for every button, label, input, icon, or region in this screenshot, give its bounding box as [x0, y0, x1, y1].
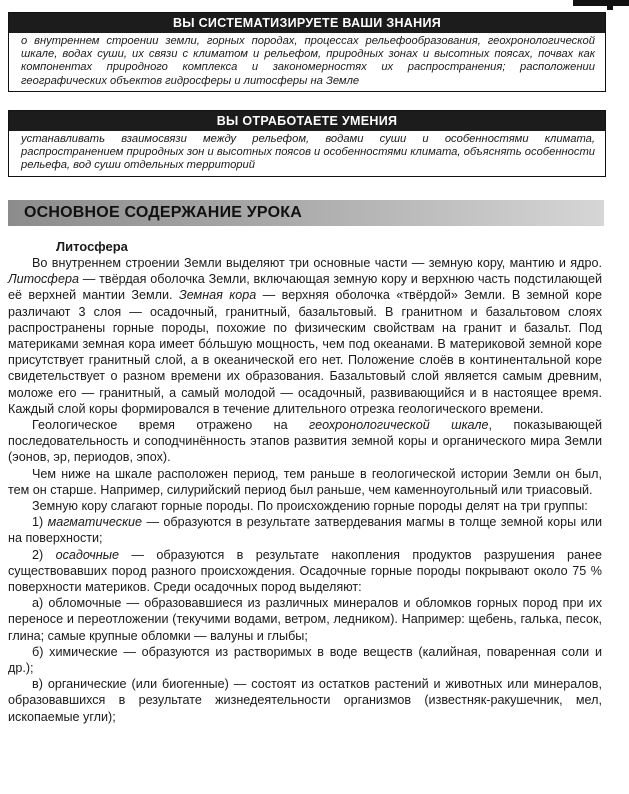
knowledge-box-title: ВЫ СИСТЕМАТИЗИРУЕТЕ ВАШИ ЗНАНИЯ — [9, 13, 605, 33]
section-title: ОСНОВНОЕ СОДЕРЖАНИЕ УРОКА — [24, 204, 302, 221]
text-run: — верхняя оболочка «твёрдой» Земли. В земной коре различают 3 слоя — осадочный, гранитный, базальтовый. В гранитном и базальтовом слоях распространены горные породы, похожие по физическим свойствам на гранит и базальт. Под материками земная кора имеет бóльшую мощность, чем под океанами. В материковой земной коре присутствует гранитный слой, а в океанической его нет. Положение слоёв в континентальной коре свидетельствует о разном времени их образования. Базальтовый слой является самым древним, моложе его — гранитный, а самый молодой — осадочный, развивающийся и в настоящее время. Каждый слой коры формировался в течение длительного отрезка геологического времени. — [8, 288, 602, 416]
lesson-subheading: Литосфера — [56, 239, 128, 254]
paragraph-lithosphere — [8, 255, 602, 417]
term-sedimentary: осадочные — [55, 547, 120, 562]
paragraph-geologic-time — [8, 417, 602, 466]
paragraph-scale-order: Чем ниже на шкале расположен период, тем раньше в геологической истории Земли он был, тем он старше. Например, силурийский период был раньше, чем каменноугольный или триасовый. — [8, 466, 602, 497]
term-geochronological-scale: геохронологической шкале — [309, 418, 489, 433]
text-run: 2) — [32, 547, 56, 562]
knowledge-box-text: о внутреннем строении земли, горных породах, процессах рельефообразования, геохронологической шкале, водах суши, их связи с климатом и рельефом, природных зонах и высотных поясах, почвах как компонентах природного комплекса и закономерностях их распространения; расположении географических объектов гидросферы и литосферы на Земле — [21, 35, 595, 87]
text-run: Геологическое время отражено на — [32, 418, 310, 433]
paragraph-sedimentary — [8, 547, 602, 596]
corner-decoration-notch — [607, 0, 613, 10]
lesson-content — [8, 238, 602, 725]
term-earth-crust: Земная кора — [178, 288, 257, 303]
skills-box-title: ВЫ ОТРАБОТАЕТЕ УМЕНИЯ — [9, 111, 605, 131]
paragraph-organic: в) органические (или биогенные) — состоят из остатков растений и животных или минералов, образовавшихся в результате жизнедеятельности организмов (известняк-ракушечник, мел, ископаемые угли); — [8, 677, 602, 724]
corner-decoration — [573, 0, 629, 6]
text-run: Во внутреннем строении Земли выделяют три основные части — земную кору, мантию и ядро. — [32, 256, 602, 270]
paragraph-rock-groups: Земную кору слагают горные породы. По происхождению горные породы делят на три группы: — [32, 499, 588, 514]
paragraph-magmatic — [8, 514, 602, 546]
term-magmatic: магматические — [47, 515, 143, 530]
term-lithosphere: Литосфера — [8, 272, 79, 287]
skills-box — [8, 110, 606, 177]
skills-box-text: устанавливать взаимосвязи между рельефом, водами суши и особенностями климата, распространением природных зон и высотных поясов и особенностями климата, объяснять особенности рельефа, вод суши отдельных территорий — [21, 133, 595, 172]
knowledge-box — [8, 12, 606, 92]
paragraph-chemical: б) химические — образуются из растворимых в воде веществ (калийная, поваренная соли и др.); — [8, 644, 602, 676]
paragraph-clastic: а) обломочные — образовавшиеся из различных минералов и обломков горных пород при их переносе и переотложении (текучими водами, ветром, ледником). Например: щебень, галька, песок, глина; самые крупные обломки — валуны и глыбы; — [8, 596, 602, 643]
text-run: 1) — [32, 515, 48, 530]
text-run: — образуются в результате затвердевания магмы в толще земной коры или на поверхности; — [8, 515, 602, 546]
text-run: — твёрдая оболочка Земли, включающая земную кору и верхнюю часть подстилающей её верхней мантии Земли. — [8, 272, 602, 303]
section-header — [8, 200, 604, 226]
text-run: , показывающей последовательность и соподчинённость этапов развития земной коры и органического мира Земли (эонов, эр, периодов, эпох). — [8, 418, 602, 465]
text-run: — образуются в результате накопления продуктов разрушения ранее существовавших пород разного происхождения. Осадочные горные породы покрывают около 75 % поверхности материков. Среди осадочных пород выделяют: — [8, 547, 602, 595]
